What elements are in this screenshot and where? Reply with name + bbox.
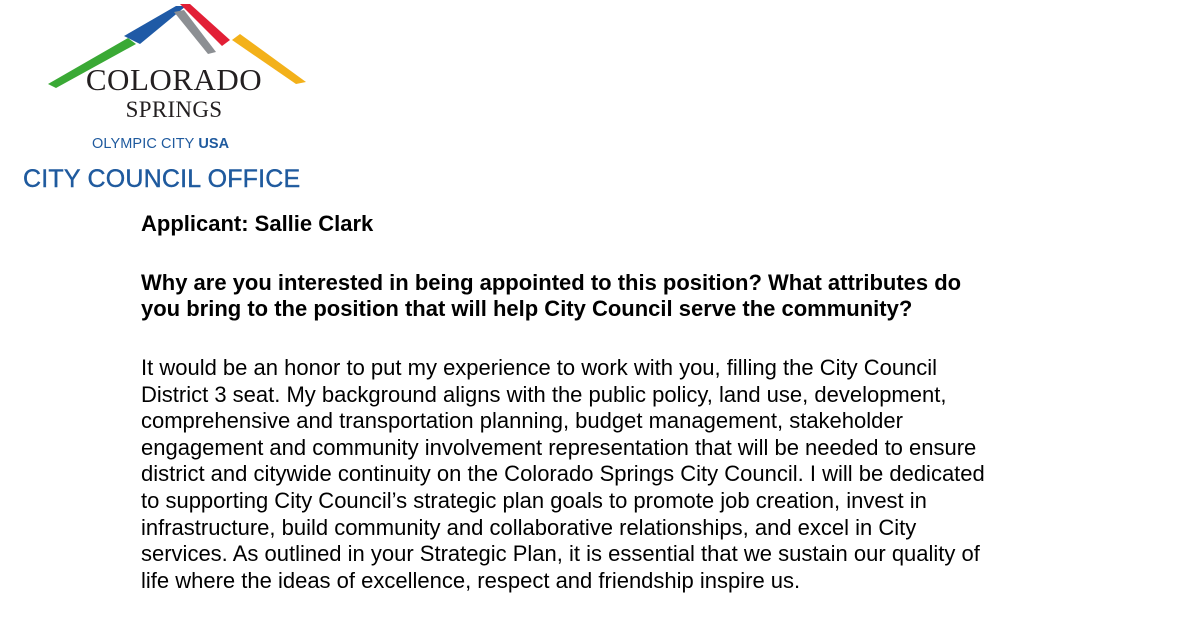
logo-name-line2: SPRINGS [125, 97, 223, 122]
office-title: CITY COUNCIL OFFICE [23, 165, 301, 193]
logo-tagline [92, 136, 229, 152]
answer-line: life where the ideas of excellence, respect and friendship inspire us. [141, 567, 801, 593]
answer-paragraph [141, 355, 1191, 594]
answer-line: District 3 seat. My background aligns with the public policy, land use, development, [141, 381, 947, 407]
logo-tagline-text: OLYMPIC CITY [92, 136, 195, 152]
answer-line: It would be an honor to put my experience to work with you, filling the City Council [141, 355, 938, 380]
answer-line: comprehensive and transportation planning, budget management, stakeholder [141, 408, 903, 434]
question-line: Why are you interested in being appointed to this position? What attributes do [141, 270, 962, 295]
answer-line: to supporting City Council’s strategic plan goals to promote job creation, invest in [141, 487, 927, 513]
answer-line: infrastructure, build community and collaborative relationships, and excel in City [141, 514, 917, 540]
answer-line: district and citywide continuity on the Colorado Springs City Council. I will be dedicated [141, 461, 985, 487]
logo-tagline-usa: USA [198, 136, 230, 152]
logo-name-line1: COLORADO [85, 62, 263, 97]
question-heading [141, 270, 1191, 322]
question-line: you bring to the position that will help City Council serve the community? [141, 296, 913, 321]
answer-line: services. As outlined in your Strategic Plan, it is essential that we sustain our quality of [141, 541, 980, 567]
document-body [141, 211, 1191, 594]
logo-wordmark [64, 64, 284, 121]
applicant-line: Applicant: Sallie Clark [141, 211, 374, 236]
answer-line: engagement and community involvement representation that will be needed to ensure [141, 434, 977, 460]
